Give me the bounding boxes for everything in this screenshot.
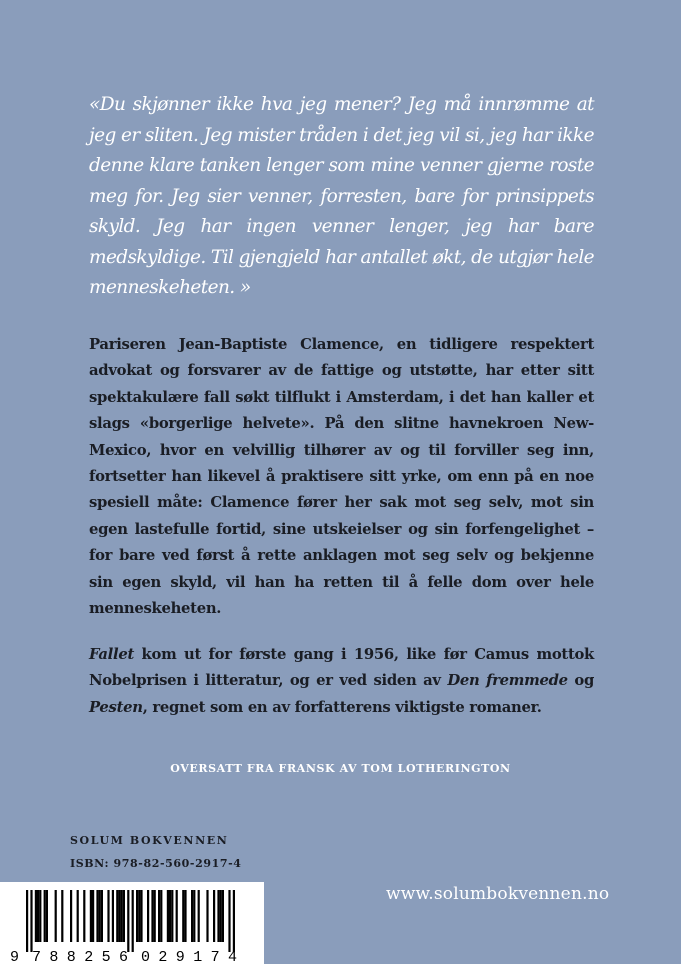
barcode-bar [39,890,41,942]
barcode-bar [154,890,156,942]
publisher-website: www.solumbokvennen.no [386,884,610,904]
barcode-bar [61,890,63,942]
barcode-bar [160,890,162,942]
publication-note [89,642,594,721]
barcode-bar [140,890,142,942]
barcode-lead-digit: 9 [10,949,20,964]
barcode-bar [35,890,37,942]
barcode-bar [198,890,200,942]
barcode-bar [44,890,46,942]
barcode-bar [213,890,215,942]
barcode-left-digits: 788256 [32,949,128,964]
barcode-bar [37,890,39,942]
barcode-bar [217,890,219,942]
barcode-bar [151,890,153,942]
barcode-bar [132,890,134,952]
title-fallet: Fallet [89,646,134,663]
barcode-bar [206,890,208,942]
barcode-bar [70,890,72,942]
barcode-bar [167,890,169,942]
publication-text-1: kom ut for første gang i 1956, like før Camus mottok Nobelprisen i litteratur, og er ved siden av [89,646,594,690]
book-description: Pariseren Jean-Baptiste Clamence, en tidligere respektert advokat og forsvarer av de fattige og utstøtte, har etter sitt spektakulære fall søkt tilflukt i Amsterdam, i det han kaller et slags «borgerlige helvete». På den slitne havnekroen New-Mexico, hvor en velvillig tilhører av og til forviller seg inn, fortsetter han likevel å praktisere sitt yrke, om enn på en noe spesiell måte: Clamence fører her sak mot seg selv, mot sin egen lastefulle fortid, sine utskeielser og sin forfengelighet – for bare ved først å rette anklagen mot seg selv og bekjenne sin egen skyld, vil han ha retten til å felle dom over hele menneskeheten. [89,336,594,618]
barcode-bar [107,890,109,942]
barcode-bar [46,890,48,942]
barcode-bar [99,890,101,942]
publication-text-3: , regnet som en av forfatterens viktigste romaner. [142,698,542,716]
barcode-bar [116,890,118,942]
barcode-bar [136,890,138,942]
barcode-bar [92,890,94,942]
barcode-bar [30,890,32,952]
barcode [0,882,264,964]
barcode-bar [169,890,171,942]
barcode-bar [121,890,123,942]
barcode-bar [101,890,103,942]
barcode-bar [83,890,85,942]
title-pesten: Pesten [89,698,143,716]
barcode-bar [184,890,186,942]
back-cover-quote: «Du skjønner ikke hva jeg mener? Jeg må innrømme at jeg er sliten. Jeg mister tråden i det jeg vil si, jeg har ikke denne klare tanken lenger som mine venner gjerne roste meg for. Jeg sier venner, forresten, bare for prinsippets skyld. Jeg har ingen venner lenger, jeg har bare medskyldige. Til gjengjeld har antallet økt, de utgjør hele menneskeheten. » [89,94,594,298]
isbn-number: ISBN: 978-82-560-2917-4 [70,857,242,870]
barcode-graphic [0,882,264,964]
barcode-bar [123,890,125,942]
barcode-bar [193,890,195,942]
barcode-bar [220,890,222,942]
barcode-bar [222,890,224,942]
barcode-right-digits: 029174 [141,949,237,964]
barcode-bar [138,890,140,942]
barcode-bar [182,890,184,942]
barcode-bar [158,890,160,942]
barcode-bar [90,890,92,942]
barcode-bar [127,890,129,952]
barcode-bar [55,890,57,942]
barcode-bar [176,890,178,942]
publication-text-2: og [567,672,595,690]
barcode-bar [147,890,149,942]
barcode-bar [191,890,193,942]
barcode-bar [118,890,120,942]
barcode-bar [112,890,114,942]
barcode-bar [96,890,98,942]
barcode-bar [233,890,235,952]
title-den-fremmede: Den fremmede [447,672,568,690]
translator-credit: OVERSATT FRA FRANSK AV TOM LOTHERINGTON [170,762,511,775]
barcode-bar [26,890,28,952]
publisher-name: SOLUM BOKVENNEN [70,834,229,847]
barcode-bar [171,890,173,942]
barcode-bar [77,890,79,942]
barcode-bar [228,890,230,952]
